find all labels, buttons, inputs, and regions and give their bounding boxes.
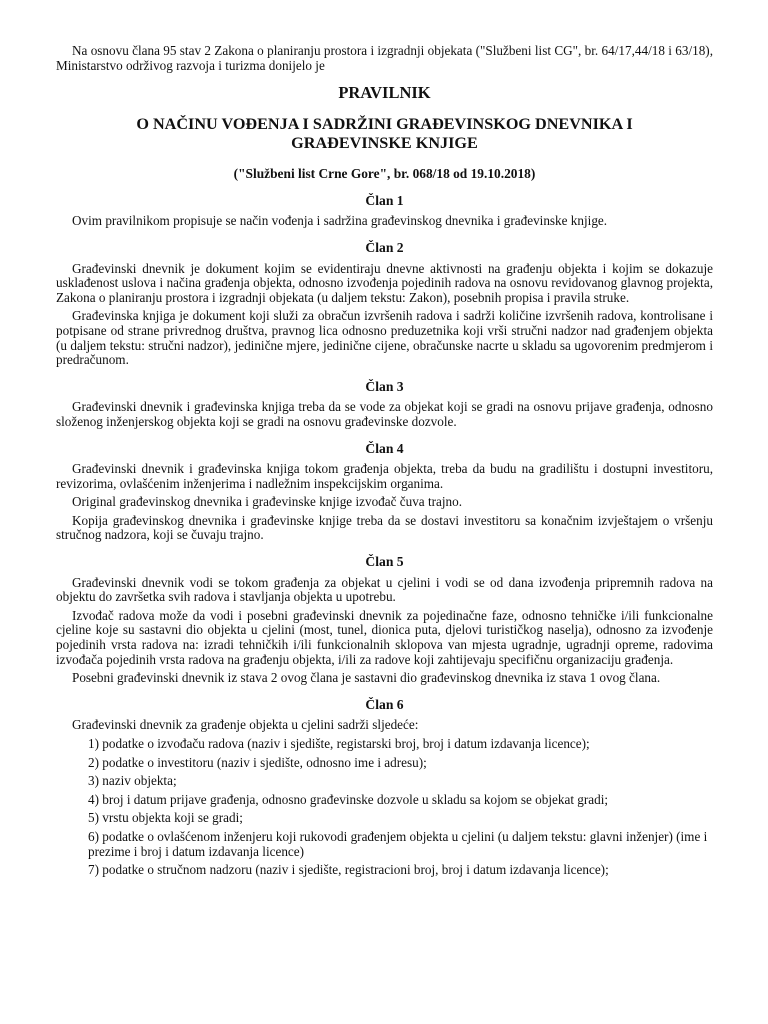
- article-paragraph: Ovim pravilnikom propisuje se način vođenja i sadržina građevinskog dnevnika i građevinske knjige.: [72, 213, 608, 229]
- article-paragraph: Original građevinskog dnevnika i građevinske knjige izvođač čuva trajno.: [72, 494, 463, 510]
- gazette-reference: ("Službeni list Crne Gore", br. 068/18 od 19.10.2018): [233, 166, 536, 182]
- list-item: 3) naziv objekta;: [88, 773, 177, 789]
- document-title: PRAVILNIK: [338, 83, 431, 103]
- article-4: [56, 442, 713, 544]
- list-item: 6) podatke o ovlašćenom inženjeru koji rukovodi građenjem objekta u cjelini (u daljem tekstu: glavni inženjer) (ime i prezime i broj i datum izdavanja licence): [88, 828, 708, 859]
- article-5: [56, 555, 713, 686]
- article-paragraph: Posebni građevinski dnevnik iz stava 2 ovog člana je sastavni dio građevinskog dnevnika iz stava 1 ovog člana.: [72, 670, 661, 686]
- article-paragraph: Kopija građevinskog dnevnika i građevinske knjige treba da se dostavi investitoru sa konačnim izvještajem o vršenju stručnog nadzora, koji se čuvaju trajno.: [56, 512, 713, 543]
- article-2: [56, 241, 713, 368]
- article-heading: Član 1: [365, 192, 404, 208]
- article-heading: Član 6: [365, 696, 404, 712]
- preamble: Na osnovu člana 95 stav 2 Zakona o planiranju prostora i izgradnji objekata ("Službeni list CG", br. 64/17,44/18 i 63/18), Ministarstvo održivog razvoja i turizma donijelo je: [56, 43, 713, 73]
- list-item: 5) vrstu objekta koji se gradi;: [88, 810, 243, 826]
- article-paragraph: Građevinska knjiga je dokument koji služi za obračun izvršenih radova i sadrži količine izvršenih radova, kontrolisane i potpisane od strane privrednog društva, pravnog lica odnosno preduzetnika koji vrši stručni nadzor nad građenjem objekta (u daljem tekstu: stručni nadzor), jedinične mjere, jedinične cijene, obračunske nacrte u skladu sa ugovorenim predmjerom i predračunom.: [56, 308, 713, 368]
- article-1: [56, 194, 713, 229]
- article-3: [56, 380, 713, 430]
- article-item-list: [56, 737, 713, 878]
- article-paragraph: Građevinski dnevnik za građenje objekta u cjelini sadrži sljedeće:: [72, 717, 419, 733]
- document-page: [56, 44, 713, 882]
- list-item: 4) broj i datum prijave građenja, odnosno građevinske dozvole u skladu sa kojom se objekat gradi;: [88, 791, 609, 807]
- article-paragraph: Građevinski dnevnik i građevinska knjiga treba da se vode za objekat koji se gradi na osnovu prijave građenja, odnosno složenog inženjerskog objekta koji se gradi na osnovu građevinske dozvole.: [56, 399, 713, 429]
- article-6: [56, 698, 713, 878]
- list-item: 7) podatke o stručnom nadzoru (naziv i sjedište, registracioni broj, broj i datum izdavanja licence);: [88, 862, 609, 878]
- document-subtitle: O NAČINU VOĐENJA I SADRŽINI GRAĐEVINSKOG DNEVNIKA I GRAĐEVINSKE KNJIGE: [136, 115, 633, 153]
- list-item: 2) podatke o investitoru (naziv i sjedište, odnosno ime i adresu);: [88, 754, 427, 770]
- article-heading: Član 4: [365, 440, 404, 456]
- article-paragraph: Građevinski dnevnik i građevinska knjiga tokom građenja objekta, treba da budu na gradilištu i dostupni investitoru, revizorima, ovlašćenim inženjerima i nadležnim inspekcijskim organima.: [56, 461, 713, 491]
- article-paragraph: Izvođač radova može da vodi i posebni građevinski dnevnik za pojedinačne faze, odnosno tehničke i/ili funkcionalne cjeline koje su sastavni dio objekta u cjelini (most, tunel, dionica puta, djelovi turističkog naselja), odnosno za izvođenje pojedinih vrsta radova na: izradi tehničkih i/ili funkcionalnih sklopova van mjesta ugradnje, ugradnji opreme, radovima izvođača pojedinih vrsta radova na građenju objekta, i/ili za radove koji zahtijevaju specifičnu organizaciju građenja.: [56, 607, 713, 667]
- article-heading: Član 5: [365, 554, 404, 570]
- list-item: 1) podatke o izvođaču radova (naziv i sjedište, registarski broj, broj i datum izdavanja licence);: [88, 736, 590, 751]
- article-paragraph: Građevinski dnevnik vodi se tokom građenja za objekat u cjelini i vodi se od dana izvođenja pripremnih radova na objektu do završetka svih radova i stavljanja objekta u upotrebu.: [56, 574, 713, 605]
- article-paragraph: Građevinski dnevnik je dokument kojim se evidentiraju dnevne aktivnosti na građenju objekta i kojim se dokazuje usklađenost uslova i načina građenja objekta, odnosno izvođenja pojedinih radova na osnovu revidovanog glavnog projekta, Zakona o planiranju prostora i izgradnji objekata (u daljem tekstu: Zakon), posebnih propisa i pravila struke.: [56, 260, 713, 305]
- article-heading: Član 3: [365, 378, 404, 394]
- article-heading: Član 2: [365, 239, 404, 255]
